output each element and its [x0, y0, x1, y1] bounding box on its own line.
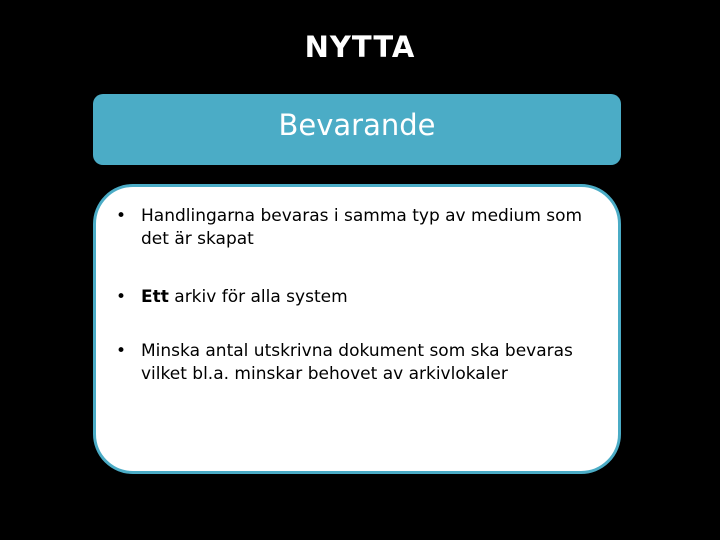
- bullet-item-2: [114, 286, 614, 309]
- bullet-dot: •: [116, 206, 127, 226]
- bullet-dot: •: [116, 287, 127, 307]
- header-box: [93, 94, 621, 165]
- header-title: Bevarande: [278, 108, 436, 142]
- bullet-item-3: [114, 340, 614, 386]
- bullet-text-1: Handlingarna bevaras i samma typ av medium som det är skapat: [141, 206, 583, 249]
- bullet-bold-prefix-2: Ett: [141, 287, 169, 307]
- content-box: [93, 184, 621, 474]
- bullet-item-1: [114, 205, 614, 251]
- bullet-text-3: Minska antal utskrivna dokument som ska bevaras vilket bl.a. minskar behovet av arkivlokaler: [141, 341, 573, 384]
- slide-title: NYTTA: [304, 30, 416, 64]
- bullet-dot: •: [116, 341, 127, 361]
- bullet-list: [114, 205, 614, 421]
- bullet-text-2: arkiv för alla system: [168, 287, 348, 307]
